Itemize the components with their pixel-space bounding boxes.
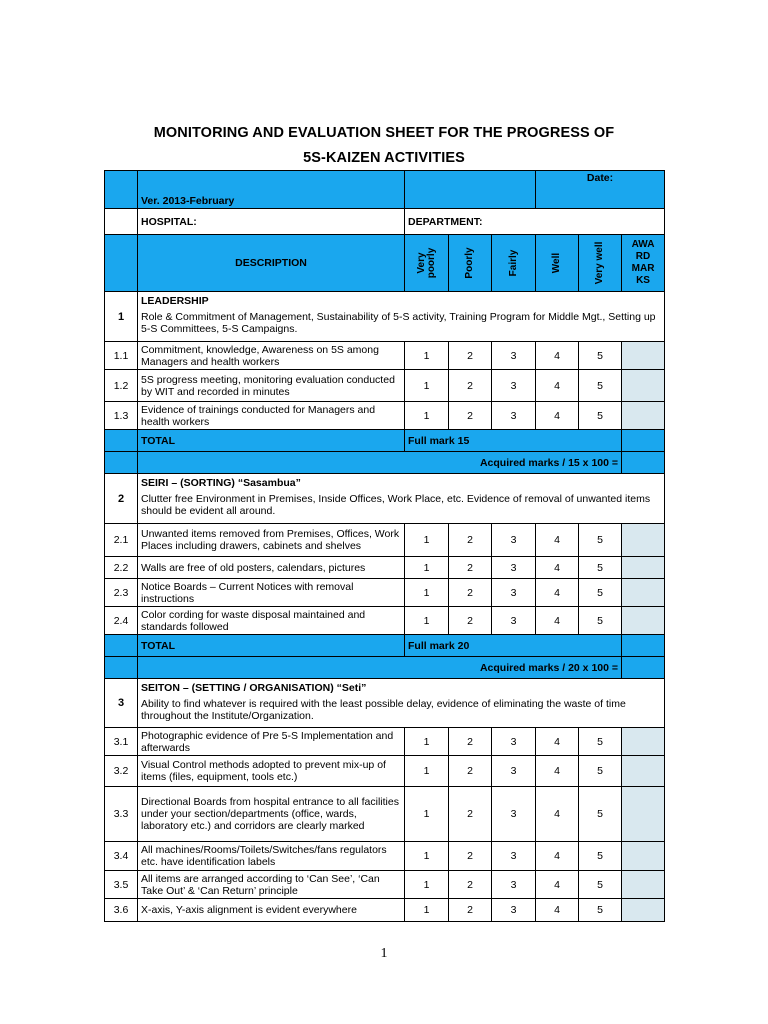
score-3[interactable]: 3 <box>492 899 536 922</box>
item-number: 3.1 <box>105 728 138 756</box>
score-5[interactable]: 5 <box>579 842 622 871</box>
score-1[interactable]: 1 <box>405 524 449 557</box>
score-4[interactable]: 4 <box>536 557 579 579</box>
item-text: Evidence of trainings conducted for Managers and health workers <box>138 402 405 430</box>
score-1[interactable]: 1 <box>405 370 449 402</box>
score-5[interactable]: 5 <box>579 402 622 430</box>
total-blank-cell <box>105 430 138 452</box>
total-label: TOTAL <box>138 430 405 452</box>
awarded-mark-input[interactable] <box>622 524 665 557</box>
score-5[interactable]: 5 <box>579 728 622 756</box>
item-number: 2.3 <box>105 579 138 607</box>
score-5[interactable]: 5 <box>579 557 622 579</box>
score-3[interactable]: 3 <box>492 756 536 787</box>
item-text: X-axis, Y-axis alignment is evident everywhere <box>138 899 405 922</box>
awarded-mark-input[interactable] <box>622 899 665 922</box>
score-1[interactable]: 1 <box>405 607 449 635</box>
score-2[interactable]: 2 <box>449 342 492 370</box>
score-2[interactable]: 2 <box>449 579 492 607</box>
table-row <box>105 524 665 557</box>
score-3[interactable]: 3 <box>492 557 536 579</box>
awarded-mark-input[interactable] <box>622 756 665 787</box>
score-2[interactable]: 2 <box>449 370 492 402</box>
score-4[interactable]: 4 <box>536 842 579 871</box>
score-3[interactable]: 3 <box>492 402 536 430</box>
item-text: Visual Control methods adopted to prevent mix-up of items (files, equipment, tools etc.) <box>138 756 405 787</box>
score-5[interactable]: 5 <box>579 871 622 899</box>
header-blank-cell <box>105 209 138 235</box>
full-mark-label: Full mark 15 <box>405 430 622 452</box>
awarded-mark-input[interactable] <box>622 842 665 871</box>
awarded-mark-input[interactable] <box>622 607 665 635</box>
score-3[interactable]: 3 <box>492 579 536 607</box>
score-5[interactable]: 5 <box>579 607 622 635</box>
item-number: 3.3 <box>105 787 138 842</box>
item-text: Walls are free of old posters, calendars, pictures <box>138 557 405 579</box>
scale-header-well: Well <box>536 235 579 292</box>
score-3[interactable]: 3 <box>492 842 536 871</box>
section-description-cell <box>138 292 665 342</box>
score-5[interactable]: 5 <box>579 899 622 922</box>
score-4[interactable]: 4 <box>536 756 579 787</box>
acquired-blank-cell <box>105 452 138 474</box>
scale-header-very-well: Very well <box>579 235 622 292</box>
awarded-marks-header: AWA RD MAR KS <box>622 235 665 292</box>
awarded-mark-input[interactable] <box>622 557 665 579</box>
header-blank-cell <box>405 171 536 209</box>
section-description-cell <box>138 679 665 728</box>
header-blank-cell <box>105 235 138 292</box>
item-text: Photographic evidence of Pre 5-S Implementation and afterwards <box>138 728 405 756</box>
awarded-mark-input[interactable] <box>622 342 665 370</box>
score-1[interactable]: 1 <box>405 899 449 922</box>
full-mark-label: Full mark 20 <box>405 635 622 657</box>
item-number: 3.5 <box>105 871 138 899</box>
section-description: Role & Commitment of Management, Sustainability of 5-S activity, Training Program for Middle Mgt., Setting up 5-S Committees, 5-S Campaigns. <box>141 311 656 335</box>
score-1[interactable]: 1 <box>405 342 449 370</box>
score-2[interactable]: 2 <box>449 787 492 842</box>
score-3[interactable]: 3 <box>492 370 536 402</box>
score-4[interactable]: 4 <box>536 899 579 922</box>
table-row <box>105 842 665 871</box>
acquired-mark-cell[interactable] <box>622 452 665 474</box>
section-description: Clutter free Environment in Premises, Inside Offices, Work Place, etc. Evidence of removal of unwanted items should be evident all around. <box>141 493 651 517</box>
acquired-marks-label: Acquired marks / 20 x 100 = <box>138 657 622 679</box>
version-label: Ver. 2013-February <box>138 171 405 209</box>
table-row <box>105 557 665 579</box>
document-title-line-1: MONITORING AND EVALUATION SHEET FOR THE PROGRESS OF <box>153 125 615 141</box>
section-heading: LEADERSHIP <box>141 295 209 307</box>
score-1[interactable]: 1 <box>405 402 449 430</box>
score-5[interactable]: 5 <box>579 787 622 842</box>
item-text: Notice Boards – Current Notices with removal instructions <box>138 579 405 607</box>
hospital-field[interactable]: HOSPITAL: <box>138 209 405 235</box>
score-2[interactable]: 2 <box>449 524 492 557</box>
awarded-mark-input[interactable] <box>622 871 665 899</box>
table-row <box>105 756 665 787</box>
table-row <box>105 728 665 756</box>
score-1[interactable]: 1 <box>405 728 449 756</box>
item-number: 1.2 <box>105 370 138 402</box>
score-4[interactable]: 4 <box>536 871 579 899</box>
acquired-blank-cell <box>105 657 138 679</box>
item-text: All machines/Rooms/Toilets/Switches/fans regulators etc. have identification labels <box>138 842 405 871</box>
awarded-mark-input[interactable] <box>622 402 665 430</box>
score-2[interactable]: 2 <box>449 607 492 635</box>
score-3[interactable]: 3 <box>492 787 536 842</box>
awarded-mark-input[interactable] <box>622 787 665 842</box>
item-number: 2.2 <box>105 557 138 579</box>
item-text: Unwanted items removed from Premises, Offices, Work Places including drawers, cabinets and shelves <box>138 524 405 557</box>
page-number: 1 <box>380 946 388 961</box>
score-2[interactable]: 2 <box>449 402 492 430</box>
section-number: 1 <box>105 292 138 342</box>
awarded-mark-input[interactable] <box>622 370 665 402</box>
score-3[interactable]: 3 <box>492 342 536 370</box>
section-description: Ability to find whatever is required with the least possible delay, evidence of eliminating the waste of time throughout the Institute/Organization. <box>141 698 626 722</box>
item-number: 1.3 <box>105 402 138 430</box>
score-4[interactable]: 4 <box>536 728 579 756</box>
table-row <box>105 370 665 402</box>
awarded-mark-input[interactable] <box>622 579 665 607</box>
score-5[interactable]: 5 <box>579 756 622 787</box>
total-mark-cell[interactable] <box>622 430 665 452</box>
table-row <box>105 899 665 922</box>
table-row <box>105 579 665 607</box>
evaluation-table <box>104 170 665 922</box>
section-heading: SEIRI – (SORTING) “Sasambua” <box>141 477 301 489</box>
acquired-mark-cell[interactable] <box>622 657 665 679</box>
description-header: DESCRIPTION <box>138 235 405 292</box>
score-2[interactable]: 2 <box>449 728 492 756</box>
score-2[interactable]: 2 <box>449 557 492 579</box>
total-blank-cell <box>105 635 138 657</box>
item-number: 1.1 <box>105 342 138 370</box>
acquired-marks-label: Acquired marks / 15 x 100 = <box>138 452 622 474</box>
score-5[interactable]: 5 <box>579 579 622 607</box>
score-1[interactable]: 1 <box>405 871 449 899</box>
table-row <box>105 787 665 842</box>
item-number: 2.4 <box>105 607 138 635</box>
table-row <box>105 402 665 430</box>
table-row <box>105 871 665 899</box>
item-number: 3.6 <box>105 899 138 922</box>
document-title-line-2: 5S-KAIZEN ACTIVITIES <box>303 150 465 166</box>
section-number: 2 <box>105 474 138 524</box>
score-2[interactable]: 2 <box>449 756 492 787</box>
item-text: Commitment, knowledge, Awareness on 5S among Managers and health workers <box>138 342 405 370</box>
total-mark-cell[interactable] <box>622 635 665 657</box>
score-4[interactable]: 4 <box>536 787 579 842</box>
score-4[interactable]: 4 <box>536 370 579 402</box>
score-2[interactable]: 2 <box>449 842 492 871</box>
score-5[interactable]: 5 <box>579 342 622 370</box>
date-field[interactable]: Date: <box>536 171 665 209</box>
score-1[interactable]: 1 <box>405 787 449 842</box>
total-label: TOTAL <box>138 635 405 657</box>
item-text: Color cording for waste disposal maintained and standards followed <box>138 607 405 635</box>
score-3[interactable]: 3 <box>492 524 536 557</box>
scale-header-very-poorly: Very poorly <box>405 235 449 292</box>
score-5[interactable]: 5 <box>579 370 622 402</box>
score-5[interactable]: 5 <box>579 524 622 557</box>
score-4[interactable]: 4 <box>536 579 579 607</box>
department-field[interactable]: DEPARTMENT: <box>405 209 665 235</box>
awarded-mark-input[interactable] <box>622 728 665 756</box>
score-1[interactable]: 1 <box>405 579 449 607</box>
score-4[interactable]: 4 <box>536 342 579 370</box>
section-heading: SEITON – (SETTING / ORGANISATION) “Seti” <box>141 682 367 694</box>
section-description-cell <box>138 474 665 524</box>
score-3[interactable]: 3 <box>492 728 536 756</box>
score-4[interactable]: 4 <box>536 607 579 635</box>
score-3[interactable]: 3 <box>492 871 536 899</box>
score-1[interactable]: 1 <box>405 842 449 871</box>
score-1[interactable]: 1 <box>405 756 449 787</box>
scale-header-fairly: Fairly <box>492 235 536 292</box>
score-1[interactable]: 1 <box>405 557 449 579</box>
item-text: 5S progress meeting, monitoring evaluation conducted by WIT and recorded in minutes <box>138 370 405 402</box>
item-text: All items are arranged according to ‘Can See’, ‘Can Take Out’ & ‘Can Return’ principle <box>138 871 405 899</box>
item-number: 3.2 <box>105 756 138 787</box>
item-text: Directional Boards from hospital entrance to all facilities under your section/departments (office, wards, laboratory etc.) and corridors are clearly marked <box>138 787 405 842</box>
header-blank-cell <box>105 171 138 209</box>
item-number: 2.1 <box>105 524 138 557</box>
item-number: 3.4 <box>105 842 138 871</box>
score-4[interactable]: 4 <box>536 402 579 430</box>
scale-header-poorly: Poorly <box>449 235 492 292</box>
score-2[interactable]: 2 <box>449 871 492 899</box>
score-3[interactable]: 3 <box>492 607 536 635</box>
section-number: 3 <box>105 679 138 728</box>
table-row <box>105 607 665 635</box>
score-2[interactable]: 2 <box>449 899 492 922</box>
table-row <box>105 342 665 370</box>
score-4[interactable]: 4 <box>536 524 579 557</box>
